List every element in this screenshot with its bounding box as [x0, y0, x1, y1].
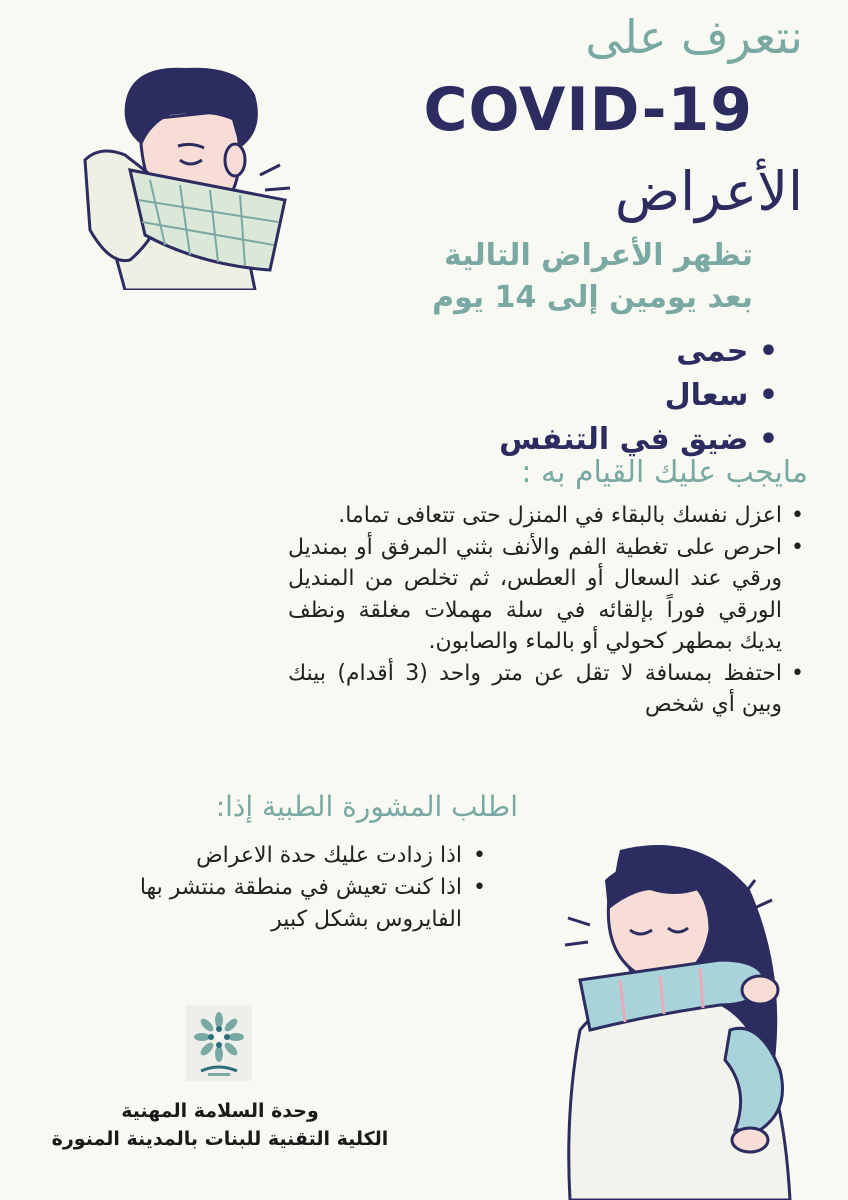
todo-list	[288, 500, 808, 721]
woman-sneezing-illustration-icon	[560, 830, 848, 1200]
heading-line1: نتعرف على	[585, 10, 803, 64]
footer-college-name: الكلية التقنية للبنات بالمدينة المنورة	[51, 1128, 389, 1150]
symptom-item: • ضيق في التنفس	[278, 418, 778, 462]
advice-list	[128, 840, 488, 936]
heading-symptoms: الأعراض	[614, 160, 803, 223]
college-logo-icon	[186, 1005, 252, 1081]
man-coughing-illustration-icon	[70, 50, 300, 290]
advice-heading: اطلب المشورة الطبية إذا:	[215, 790, 518, 823]
todo-item: • احرص على تغطية الفم والأنف بثني المرفق أو بمنديل ورقي عند السعال أو العطس، ثم تخلص من المنديل الورقي فوراً بإلقائه في سلة مهملات مغلقة ونظف يديك بمطهر كحولي أو بالماء والصابون.	[288, 532, 808, 658]
symptom-item: • سعال	[278, 374, 778, 418]
subheading-line2: بعد يومين إلى 14 يوم	[432, 280, 753, 315]
advice-item: • اذا كنت تعيش في منطقة منتشر بها الفايروس بشكل كبير	[128, 872, 488, 936]
footer-unit-name: وحدة السلامة المهنية	[121, 1100, 319, 1122]
subheading-line1: تظهر الأعراض التالية	[443, 238, 753, 273]
todo-item: • احتفظ بمسافة لا تقل عن متر واحد (3 أقدام) بينك وبين أي شخص	[288, 658, 808, 721]
heading-covid: COVID-19	[423, 75, 753, 145]
advice-item: • اذا زدادت عليك حدة الاعراض	[128, 840, 488, 872]
todo-item: • اعزل نفسك بالبقاء في المنزل حتى تتعافى تماما.	[288, 500, 808, 532]
symptom-item: • حمى	[278, 330, 778, 374]
todo-heading: مايجب عليك القيام به :	[521, 455, 808, 490]
symptoms-list	[278, 330, 778, 462]
